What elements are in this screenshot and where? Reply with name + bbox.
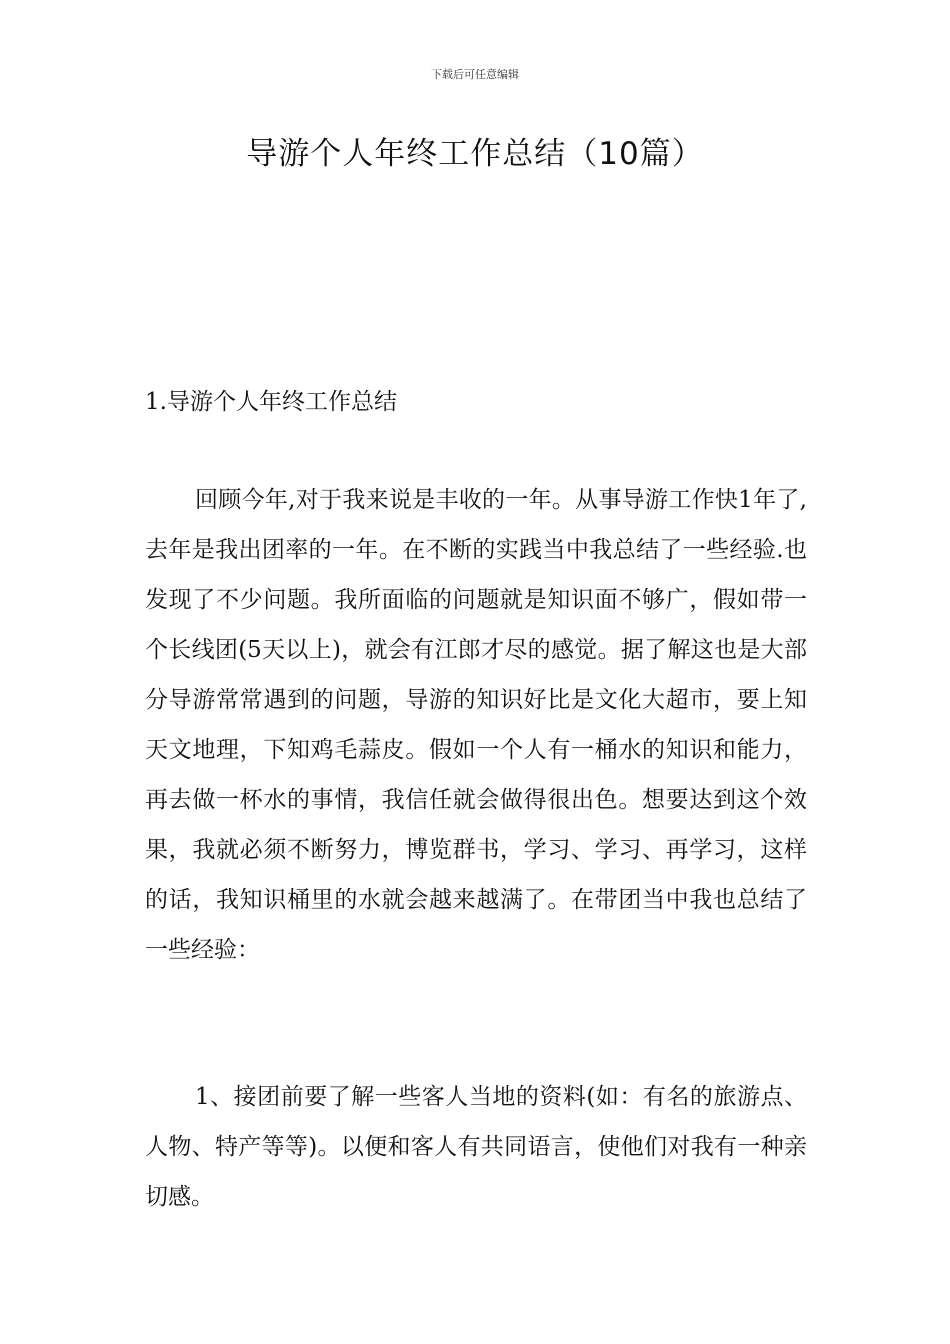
document-title: 导游个人年终工作总结（10篇） <box>246 136 704 172</box>
body-paragraph-item-1: 1、接团前要了解一些客人当地的资料(如：有名的旅游点、人物、特产等等)。以便和客人有共同语言，使他们对我有一种亲切感。 <box>145 1084 807 1210</box>
body-paragraph-review: 回顾今年,对于我来说是丰收的一年。从事导游工作快1年了,去年是我出团率的一年。在不断的实践当中我总结了一些经验.也发现了不少问题。我所面临的问题就是知识面不够广，假如带一个长线团(5天以上)，就会有江郎才尽的感觉。据了解这也是大部分导游常常遇到的问题，导游的知识好比是文化大超市，要上知天文地理，下知鸡毛蒜皮。假如一个人有一桶水的知识和能力，再去做一杯水的事情，我信任就会做得很出色。想要达到这个效果，我就必须不断努力，博览群书，学习、学习、再学习，这样的话，我知识桶里的水就会越来越满了。在带团当中我也总结了一些经验： <box>145 487 807 963</box>
section-heading: 1.导游个人年终工作总结 <box>145 389 397 415</box>
page-header-note: 下载后可任意编辑 <box>431 68 519 81</box>
